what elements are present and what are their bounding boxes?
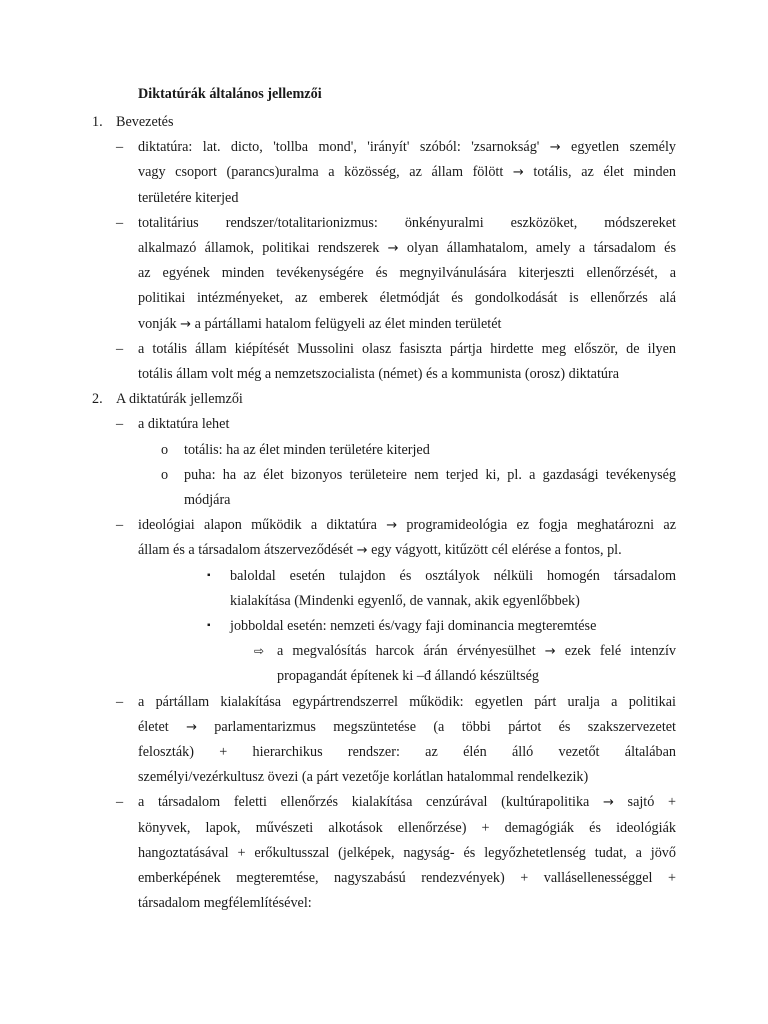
document-title: Diktatúrák általános jellemzői: [138, 86, 322, 102]
sub-bullet-line: propagandát építenek ki –đ állandó készültség: [277, 668, 539, 685]
sub-bullet-line: a megvalósítás harcok árán érvényesülhet → ezek felé intenzív: [277, 643, 676, 660]
bullet-line: életet → parlamentarizmus megszüntetése (a többi pártot és szakszervezetet: [138, 718, 676, 735]
square-bullet: ▪: [207, 569, 211, 581]
arrow-right-icon: →: [186, 719, 197, 735]
dash-bullet: –: [116, 340, 124, 357]
section-heading: A diktatúrák jellemzői: [116, 391, 243, 408]
dash-bullet: –: [116, 794, 124, 811]
sub-bullet-line: módjára: [184, 492, 231, 508]
bullet-line: totális állam volt még a nemzetszocialista (német) és a kommunista (orosz) diktatúra: [138, 366, 620, 382]
bullet-line: ideológiai alapon működik a diktatúra → programideológia ez fogja meghatározni az: [138, 517, 676, 534]
bullet-line: személyi/vezérkultusz övezi (a párt vezetője korlátlan hatalommal rendelkezik): [138, 769, 589, 786]
bullet-line: hangoztatásával + erőkultusszal (jelképek, nagyság- és legyőzhetetlenség tudat, a jövő: [138, 844, 676, 861]
arrow-right-icon: →: [603, 795, 614, 811]
arrow-right-icon: →: [386, 518, 398, 534]
bullet-line: vonják → a pártállami hatalom felügyeli az élet minden területét: [138, 315, 502, 332]
bullet-line: totalitárius rendszer/totalitarionizmus: önkényuralmi eszközöket, módszereket: [138, 214, 676, 231]
section-number: 2.: [92, 391, 103, 408]
bullet-line: vagy csoport (parancs)uralma a közösség, az állam fölött → totális, az élet minden: [138, 164, 676, 181]
arrow-right-icon: →: [549, 140, 561, 156]
arrow-right-icon: →: [544, 644, 556, 660]
circle-bullet: o: [161, 466, 169, 483]
bullet-line: területére kiterjed: [138, 189, 239, 206]
arrow-right-icon: →: [356, 543, 368, 559]
dash-bullet: –: [116, 517, 124, 534]
bullet-line: diktatúra: lat. dicto, 'tollba mond', 'irányít' szóból: 'zsarnokság' → egyetlen személy: [138, 139, 676, 156]
sub-bullet-line: totális: ha az élet minden területére kiterjed: [184, 441, 430, 458]
bullet-line: a társadalom feletti ellenőrzés kialakítása cenzúrával (kultúrapolitika → sajtó +: [138, 794, 676, 811]
square-bullet: ▪: [207, 620, 211, 631]
arrow-right-icon: →: [512, 165, 524, 181]
sub-bullet-line: baloldal esetén tulajdon és osztályok nélküli homogén társadalom: [230, 567, 676, 584]
bullet-line: állam és a társadalom átszerveződését → egy vágyott, kitűzött cél elérése a fontos, pl.: [138, 542, 622, 559]
circle-bullet: o: [161, 441, 169, 458]
dash-bullet: –: [116, 139, 124, 156]
bullet-line: politikai intézményeket, az emberek életmódját és gondolkodását is ellenőrzés alá: [138, 290, 676, 307]
bullet-line: feloszták) + hierarchikus rendszer: az élén álló vezetőt általában: [138, 744, 676, 760]
section-number: 1.: [92, 114, 103, 130]
bullet-line: emberképének megteremtése, nagyszabású rendezvények) + vallásellenességgel +: [138, 870, 676, 886]
dash-bullet: –: [116, 416, 124, 433]
arrow-right-icon: →: [387, 241, 399, 256]
bullet-line: könyvek, lapok, művészeti alkotások ellenőrzése) + demagógiák és ideológiák: [138, 819, 676, 836]
sub-bullet-line: jobboldal esetén: nemzeti és/vagy faji dominancia megteremtése: [230, 618, 597, 634]
dash-bullet: –: [116, 693, 124, 710]
hollow_arrow-bullet: ⇨: [254, 644, 265, 659]
dash-bullet: –: [116, 214, 124, 231]
sub-bullet-line: kialakítása (Mindenki egyenlő, de vannak, akik egyenlőbbek): [230, 592, 580, 609]
bullet-line: a diktatúra lehet: [138, 416, 230, 433]
bullet-line: a totális állam kiépítését Mussolini olasz fasiszta pártja hirdette meg először, de ilyen: [138, 340, 676, 357]
bullet-line: az egyének minden tevékenységére és megnyilvánulására kiterjeszti ellenőrzését, a: [138, 265, 676, 282]
bullet-line: a pártállam kialakítása egypártrendszerrel működik: egyetlen párt uralja a politikai: [138, 693, 676, 710]
bullet-line: társadalom megfélemlítésével:: [138, 895, 312, 912]
section-heading: Bevezetés: [116, 114, 174, 130]
arrow-right-icon: →: [180, 316, 192, 332]
sub-bullet-line: puha: ha az élet bizonyos területeire nem terjed ki, pl. a gazdasági tevékenység: [184, 466, 676, 483]
bullet-line: alkalmazó államok, politikai rendszerek → olyan államhatalom, amely a társadalom és: [138, 240, 676, 256]
